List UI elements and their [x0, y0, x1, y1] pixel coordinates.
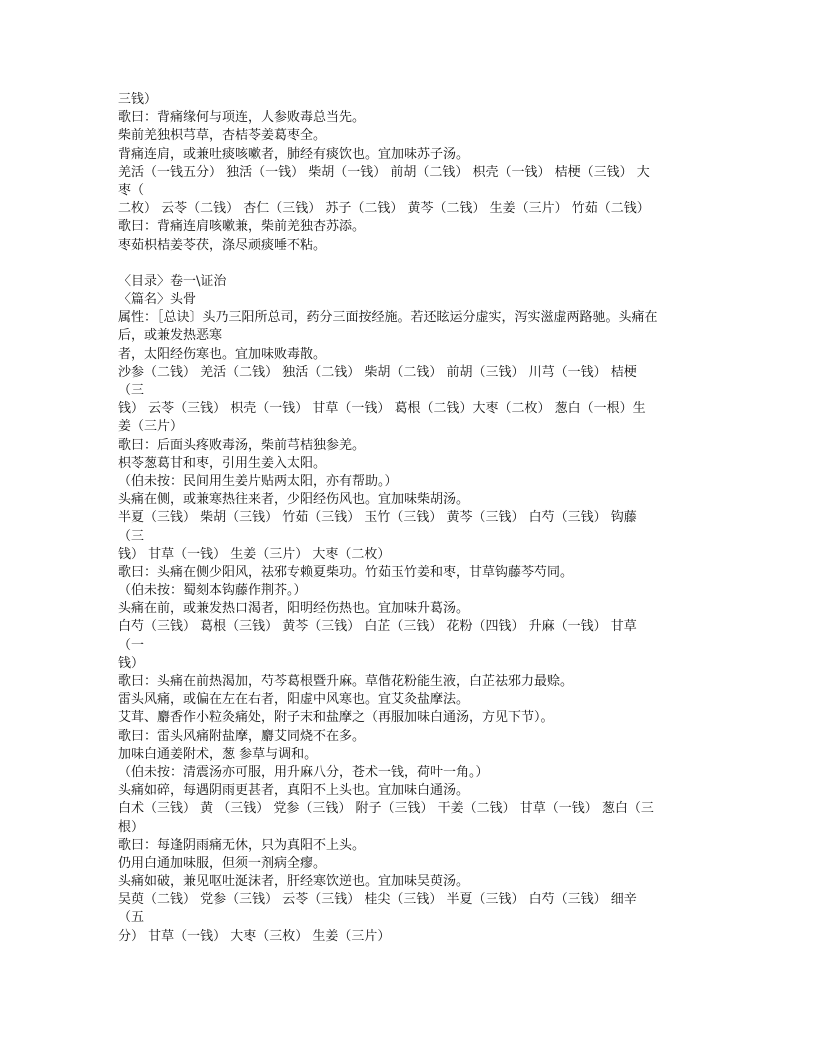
- text-line: 属性：［总诀〕头乃三阳所总司，药分三面按经施。若还眩运分虚实，泻实滋虚两路驰。头痛在: [118, 310, 658, 326]
- text-line: 枣（: [118, 182, 145, 198]
- text-line: （伯未按：清震汤亦可服，用升麻八分，苍术一钱，荷叶一角。）: [118, 764, 489, 780]
- blank-line: [118, 255, 718, 273]
- text-line: 〈篇名〉头骨: [118, 292, 197, 308]
- text-line: 钱） 云苓（三钱） 枳壳（一钱） 甘草（一钱） 葛根（二钱）大枣（二枚） 葱白（一根）生: [118, 401, 646, 417]
- text-line: 仍用白通加味服，但须一剂病全瘳。: [118, 855, 327, 871]
- text-line: 背痛连肩，或兼吐痰咳嗽者，肺经有痰饮也。宜加味苏子汤。: [118, 146, 470, 162]
- text-line: 分） 甘草（一钱） 大枣（三枚） 生姜（三片）: [118, 928, 391, 944]
- text-line: 白术（三钱） 黄 （三钱） 党参（三钱） 附子（三钱） 干姜（二钱） 甘草（一钱） 葱白（三: [118, 801, 654, 817]
- text-line: 歌曰：每逢阴雨痛无休，只为真阳不上头。: [118, 837, 366, 853]
- text-line: 枣茹枳桔姜苓茯，涤尽顽痰唾不粘。: [118, 237, 327, 253]
- text-line: （伯未按：蜀刻本钩藤作荆芥。）: [118, 583, 307, 599]
- text-line: 歌曰：背痛缘何与项连，人参败毒总当先。: [118, 110, 366, 126]
- text-line: 三钱）: [118, 92, 158, 107]
- text-line: 头痛在前，或兼发热口渴者，阳明经伤热也。宜加味升葛汤。: [118, 601, 470, 617]
- text-line: 歌曰：背痛连肩咳嗽兼，柴前羌独杏苏添。: [118, 219, 366, 235]
- text-line: 〈目录〉卷一\证治: [118, 273, 227, 289]
- text-line: 头痛在侧，或兼寒热往来者，少阳经伤风也。宜加味柴胡汤。: [118, 492, 470, 508]
- text-line: 者，太阳经伤寒也。宜加味败毒散。: [118, 346, 327, 362]
- text-line: 钱）: [118, 655, 145, 671]
- text-line: 后，或兼发热恶寒: [118, 328, 223, 344]
- text-line: 歌曰：头痛在前热渴加，芍芩葛根暨升麻。草偕花粉能生液，白芷祛邪力最赊。: [118, 674, 574, 689]
- text-line: 枳苓葱葛甘和枣，引用生姜入太阳。: [118, 455, 327, 471]
- text-line: 加味白通姜附术，葱 参草与调和。: [118, 746, 318, 762]
- text-line: （伯未按：民间用生姜片贴两太阳，亦有帮助。）: [118, 473, 398, 489]
- text-line: 白芍（三钱） 葛根（三钱） 黄芩（三钱） 白芷（三钱） 花粉（四钱） 升麻（一钱） 甘草: [118, 619, 637, 635]
- text-line: 沙参（二钱） 羌活（二钱） 独活（二钱） 柴胡（二钱） 前胡（三钱） 川芎（一钱） 桔梗: [118, 364, 637, 380]
- text-line: （三: [118, 528, 145, 544]
- text-line: 二枚） 云苓（二钱） 杏仁（三钱） 苏子（二钱） 黄芩（二钱） 生姜（三片） 竹茹（二钱）: [118, 201, 650, 217]
- text-line: 歌曰：后面头疼败毒汤，柴前芎桔独参羌。: [118, 437, 366, 453]
- text-line: 头痛如碎，每遇阴雨更甚者，真阳不上头也。宜加味白通汤。: [118, 783, 470, 799]
- text-line: （三: [118, 383, 145, 398]
- text-line: 歌曰：头痛在侧少阳风，祛邪专赖夏柴功。竹茹玉竹姜和枣，甘草钩藤芩芍同。: [118, 564, 574, 580]
- text-line: 艾茸、麝香作小粒灸痛处，附子末和盐摩之（再服加味白通汤，方见下节）。: [118, 710, 554, 726]
- text-line: 姜（三片）: [118, 419, 184, 435]
- text-line: 根）: [118, 819, 145, 835]
- text-line: 歌曰：雷头风痛附盐摩，麝艾同烧不在多。: [118, 728, 366, 744]
- text-line: 羌活（一钱五分） 独活（一钱） 柴胡（一钱） 前胡（二钱） 枳壳（一钱） 桔梗（三钱） 大: [118, 164, 650, 180]
- text-line: 头痛如破，兼见呕吐涎沫者，肝经寒饮逆也。宜加味吴萸汤。: [118, 874, 470, 890]
- text-line: 半夏（三钱） 柴胡（三钱） 竹茹（三钱） 玉竹（三钱） 黄芩（三钱） 白芍（三钱） 钩藤: [118, 510, 637, 526]
- text-line: 钱） 甘草（一钱） 生姜（三片） 大枣（二枚）: [118, 546, 391, 562]
- text-line: 雷头风痛，或偏在左在右者，阳虚中风寒也。宜艾灸盐摩法。: [118, 692, 470, 708]
- text-line: （一: [118, 637, 145, 653]
- text-line: 柴前羌独枳芎草，杏桔苓姜葛枣全。: [118, 128, 327, 144]
- document-body: [118, 91, 718, 946]
- text-line: 吴萸（二钱） 党参（三钱） 云苓（三钱） 桂尖（三钱） 半夏（三钱） 白芍（三钱） 细辛: [118, 892, 637, 908]
- text-line: （五: [118, 910, 145, 926]
